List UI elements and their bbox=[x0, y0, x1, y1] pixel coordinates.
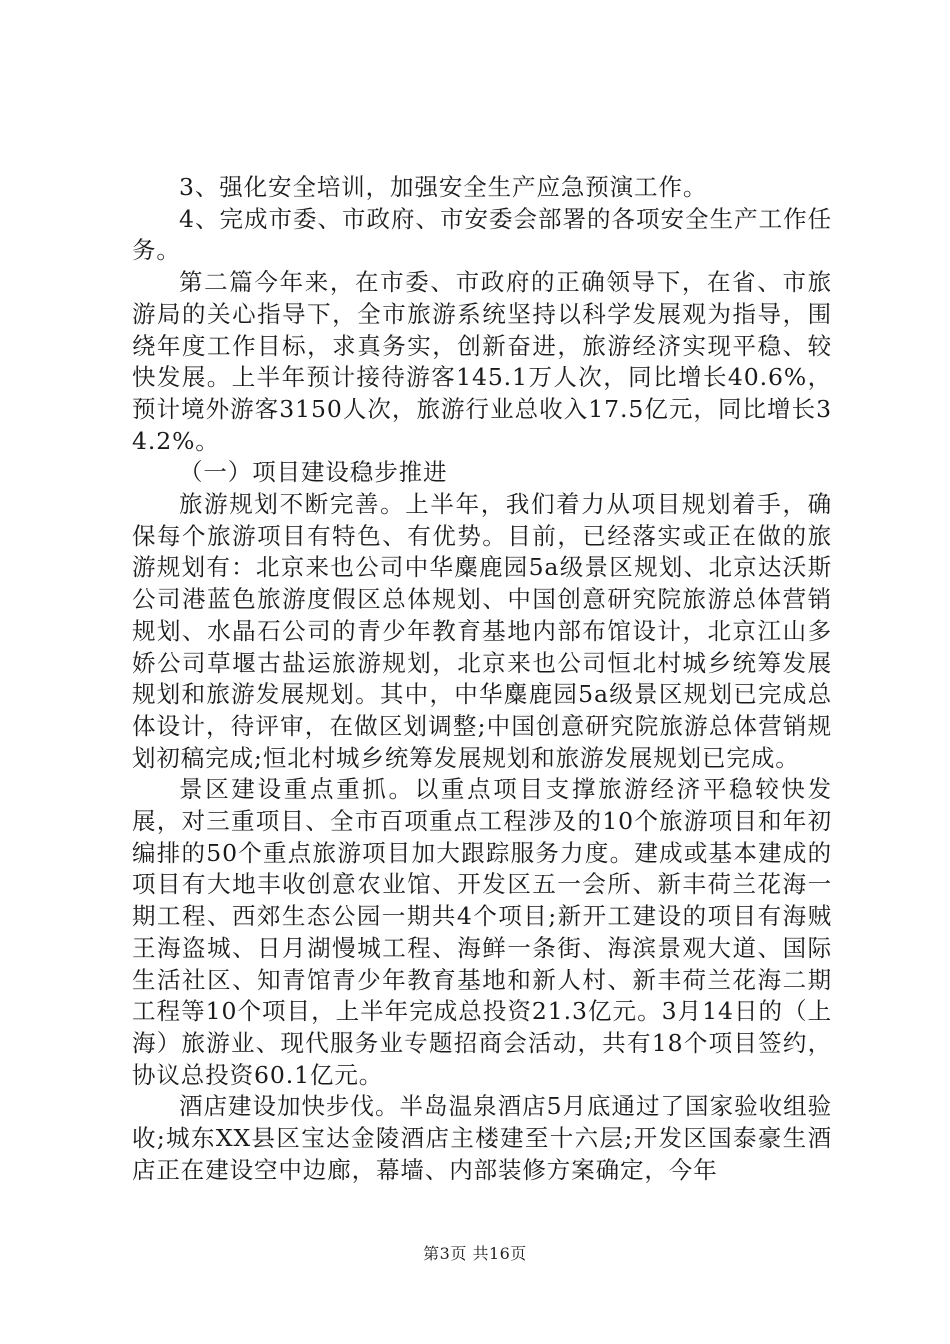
paragraph-hotel-construction: 酒店建设加快步伐。半岛温泉酒店5月底通过了国家验收组验收;城东XX县区宝达金陵酒店主楼建至十六层;开发区国泰豪生酒店正在建设空中边廊，幕墙、内部装修方案确定，今年 bbox=[132, 1092, 832, 1184]
document-body bbox=[132, 172, 832, 1187]
paragraph-safety-training: 3、强化安全培训，加强安全生产应急预演工作。 bbox=[179, 173, 708, 201]
paragraph-tourism-overview: 第二篇今年来，在市委、市政府的正确领导下，在省、市旅游局的关心指导下，全市旅游系统坚持以科学发展观为指导，围绕年度工作目标，求真务实，创新奋进，旅游经济实现平稳、较快发展。上半年预计接待游客145.1万人次，同比增长40.6%，预计境外游客3150人次，旅游行业总收入17.5亿元，同比增长34.2%。 bbox=[132, 268, 832, 455]
section-heading-project-construction: （一）项目建设稳步推进 bbox=[179, 458, 448, 487]
paragraph-tourism-planning: 旅游规划不断完善。上半年，我们着力从项目规划着手，确保每个旅游项目有特色、有优势。目前，已经落实或正在做的旅游规划有：北京来也公司中华麋鹿园5a级景区规划、北京达沃斯公司港蓝色旅游度假区总体规划、中国创意研究院旅游总体营销规划、水晶石公司的青少年教育基地内部布馆设计，北京江山多娇公司草堰古盐运旅游规划，北京来也公司恒北村城乡统筹发展规划和旅游发展规划。其中，中华麋鹿园5a级景区规划已完成总体设计，待评审，在做区划调整;中国创意研究院旅游总体营销规划初稿完成;恒北村城乡统筹发展规划和旅游发展规划已完成。 bbox=[132, 490, 832, 772]
page-number-footer: 第3页 共16页 bbox=[423, 1244, 527, 1263]
paragraph-safety-tasks: 4、完成市委、市政府、市安委会部署的各项安全生产工作任务。 bbox=[132, 204, 832, 265]
paragraph-scenic-construction: 景区建设重点重抓。以重点项目支撑旅游经济平稳较快发展，对三重项目、全市百项重点工程涉及的10个旅游项目和年初编排的50个重点旅游项目加大跟踪服务力度。建成或基本建成的项目有大地丰收创意农业馆、开发区五一会所、新丰荷兰花海一期工程、西郊生态公园一期共4个项目;新开工建设的项目有海贼王海盗城、日月湖慢城工程、海鲜一条街、海滨景观大道、国际生活社区、知青馆青少年教育基地和新人村、新丰荷兰花海二期工程等10个项目，上半年完成总投资21.3亿元。3月14日的（上海）旅游业、现代服务业专题招商会活动，共有18个项目签约，协议总投资60.1亿元。 bbox=[132, 775, 832, 1089]
